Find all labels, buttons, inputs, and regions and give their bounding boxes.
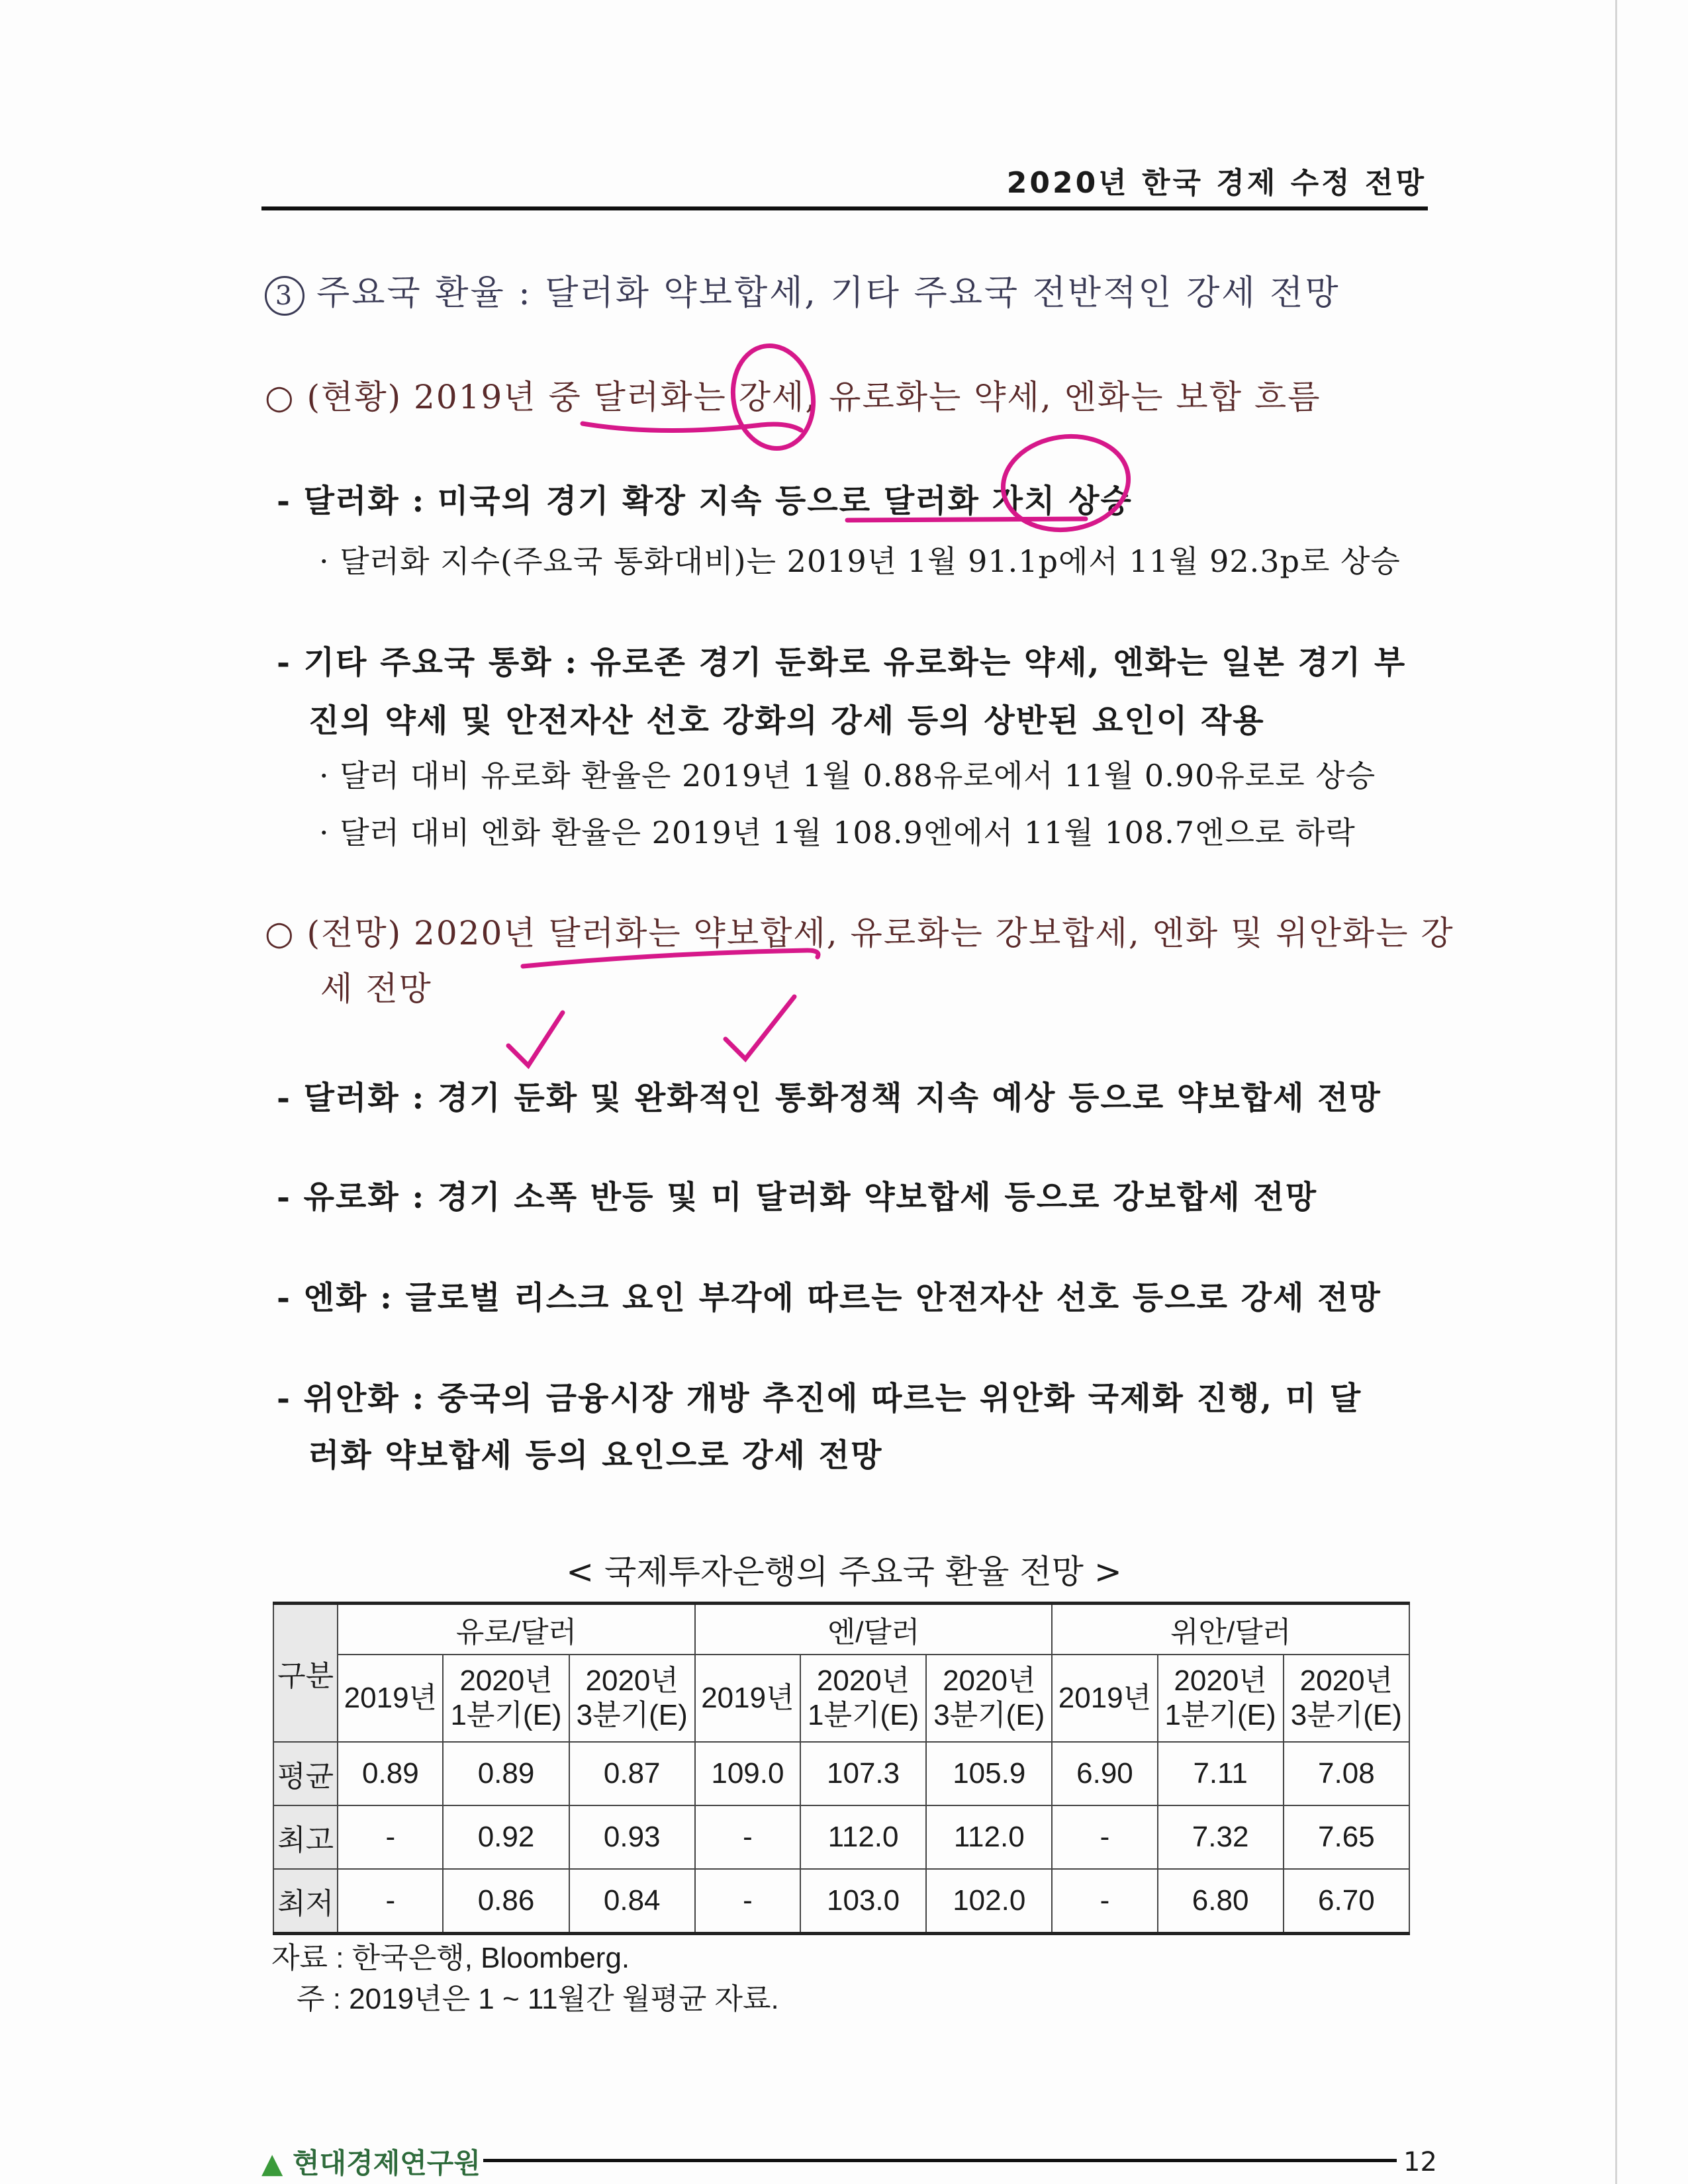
- row-label: 평균: [273, 1742, 338, 1805]
- outlook-yuan-line1: - 위안화 : 중국의 금융시장 개방 추진에 따르는 위안화 국제화 진행, 미 달: [277, 1380, 1362, 1417]
- outlook-dollar: - 달러화 : 경기 둔화 및 완화적인 통화정책 지속 예상 등으로 약보합세 전망: [277, 1079, 1382, 1116]
- footer-org-name: 현대경제연구원: [292, 2147, 481, 2179]
- table-cell: 0.84: [569, 1869, 695, 1934]
- table-cell: 0.86: [443, 1869, 569, 1934]
- row-label: 최고: [273, 1805, 338, 1869]
- table-cell: 105.9: [926, 1742, 1052, 1805]
- table-cell: -: [1052, 1869, 1157, 1934]
- current-dollar: - 달러화 : 미국의 경기 확장 지속 등으로 달러화 가치 상승: [277, 482, 1133, 520]
- table-cell: 7.65: [1284, 1805, 1409, 1869]
- col-header-q1: 2020년 1분기(E): [1158, 1655, 1284, 1742]
- outlook-yuan-line2: 러화 약보합세 등의 요인으로 강세 전망: [308, 1437, 883, 1474]
- table-cell: -: [338, 1869, 443, 1934]
- table-cell: 6.80: [1158, 1869, 1284, 1934]
- table-cell: 109.0: [695, 1742, 800, 1805]
- dollar-index-detail: · 달러화 지수(주요국 통화대비)는 2019년 1월 91.1p에서 11월 92.3p로 상승: [319, 543, 1401, 579]
- underline-dollar-strong: [583, 424, 801, 431]
- table-row: [273, 1869, 1409, 1934]
- other-currencies-line2: 진의 약세 및 안전자산 선호 강화의 강세 등의 상반된 요인이 작용: [308, 702, 1265, 739]
- table-caption: < 국제투자은행의 주요국 환율 전망 >: [566, 1553, 1122, 1591]
- outlook-euro: - 유로화 : 경기 소폭 반등 및 미 달러화 약보합세 등으로 강보합세 전망: [277, 1179, 1318, 1216]
- table-cell: 0.93: [569, 1805, 695, 1869]
- outlook-bullet-line1: ○ (전망) 2020년 달러화는 약보합세, 유로화는 강보합세, 엔화 및 위안화는 강: [265, 914, 1454, 952]
- col-header-q3: 2020년 3분기(E): [1284, 1655, 1409, 1742]
- outlook-yen: - 엔화 : 글로벌 리스크 요인 부각에 따르는 안전자산 선호 등으로 강세 전망: [277, 1279, 1382, 1316]
- col-header-2019: 2019년: [695, 1655, 800, 1742]
- page-edge: [1615, 0, 1617, 2184]
- underline-dollar-value: [847, 519, 1086, 520]
- col-header-2019: 2019년: [338, 1655, 443, 1742]
- table-cell: 112.0: [926, 1805, 1052, 1869]
- row-header: 구분: [273, 1604, 338, 1743]
- footer-rule: [483, 2159, 1397, 2162]
- table-cell: 0.89: [443, 1742, 569, 1805]
- triangle-logo-icon: ▲: [261, 2147, 283, 2179]
- table-cell: 107.3: [800, 1742, 926, 1805]
- col-header-2019: 2019년: [1052, 1655, 1157, 1742]
- check-mark-1: [508, 1013, 563, 1066]
- table-source: 자료 : 한국은행, Bloomberg.: [271, 1942, 630, 1974]
- table-note: 주 : 2019년은 1 ~ 11월간 월평균 자료.: [297, 1983, 779, 2015]
- col-header-q3: 2020년 3분기(E): [926, 1655, 1052, 1742]
- other-currencies-line1: - 기타 주요국 통화 : 유로존 경기 둔화로 유로화는 약세, 엔화는 일본 경기 부: [277, 644, 1407, 681]
- table-cell: 6.90: [1052, 1742, 1157, 1805]
- table-row: [273, 1805, 1409, 1869]
- footer-logo: [261, 2142, 481, 2181]
- circle-strong: [725, 340, 821, 455]
- check-mark-2: [726, 997, 794, 1059]
- page-number: 12: [1403, 2147, 1437, 2177]
- current-bullet: ○ (현황) 2019년 중 달러화는 강세, 유로화는 약세, 엔화는 보합 흐름: [265, 378, 1321, 416]
- table-cell: 0.92: [443, 1805, 569, 1869]
- table-cell: 6.70: [1284, 1869, 1409, 1934]
- section-number: 3: [265, 276, 305, 316]
- row-label: 최저: [273, 1869, 338, 1934]
- table-cell: 102.0: [926, 1869, 1052, 1934]
- col-header-q1: 2020년 1분기(E): [443, 1655, 569, 1742]
- table-cell: 7.11: [1158, 1742, 1284, 1805]
- table-cell: 0.87: [569, 1742, 695, 1805]
- table-cell: -: [338, 1805, 443, 1869]
- table-cell: 7.32: [1158, 1805, 1284, 1869]
- header-title: 2020년 한국 경제 수정 전망: [1006, 166, 1427, 200]
- yen-rate-detail: · 달러 대비 엔화 환율은 2019년 1월 108.9엔에서 11월 108.7엔으로 하락: [319, 815, 1356, 850]
- group-header: 엔/달러: [695, 1604, 1053, 1655]
- col-header-q1: 2020년 1분기(E): [800, 1655, 926, 1742]
- table-row: [273, 1742, 1409, 1805]
- underline-dollar-weak: [523, 950, 818, 966]
- outlook-bullet-line2: 세 전망: [320, 970, 432, 1008]
- section-title-text: 주요국 환율 : 달러화 약보합세, 기타 주요국 전반적인 강세 전망: [316, 273, 1340, 313]
- col-header-q3: 2020년 3분기(E): [569, 1655, 695, 1742]
- table-cell: 0.89: [338, 1742, 443, 1805]
- table-cell: -: [695, 1869, 800, 1934]
- group-header: 위안/달러: [1052, 1604, 1409, 1655]
- table-cell: 103.0: [800, 1869, 926, 1934]
- euro-rate-detail: · 달러 대비 유로화 환율은 2019년 1월 0.88유로에서 11월 0.90유로로 상승: [319, 758, 1376, 794]
- table-cell: -: [1052, 1805, 1157, 1869]
- table-cell: 112.0: [800, 1805, 926, 1869]
- table-cell: -: [695, 1805, 800, 1869]
- table-cell: 7.08: [1284, 1742, 1409, 1805]
- exchange-rate-table: [273, 1602, 1410, 1935]
- group-header: 유로/달러: [338, 1604, 695, 1655]
